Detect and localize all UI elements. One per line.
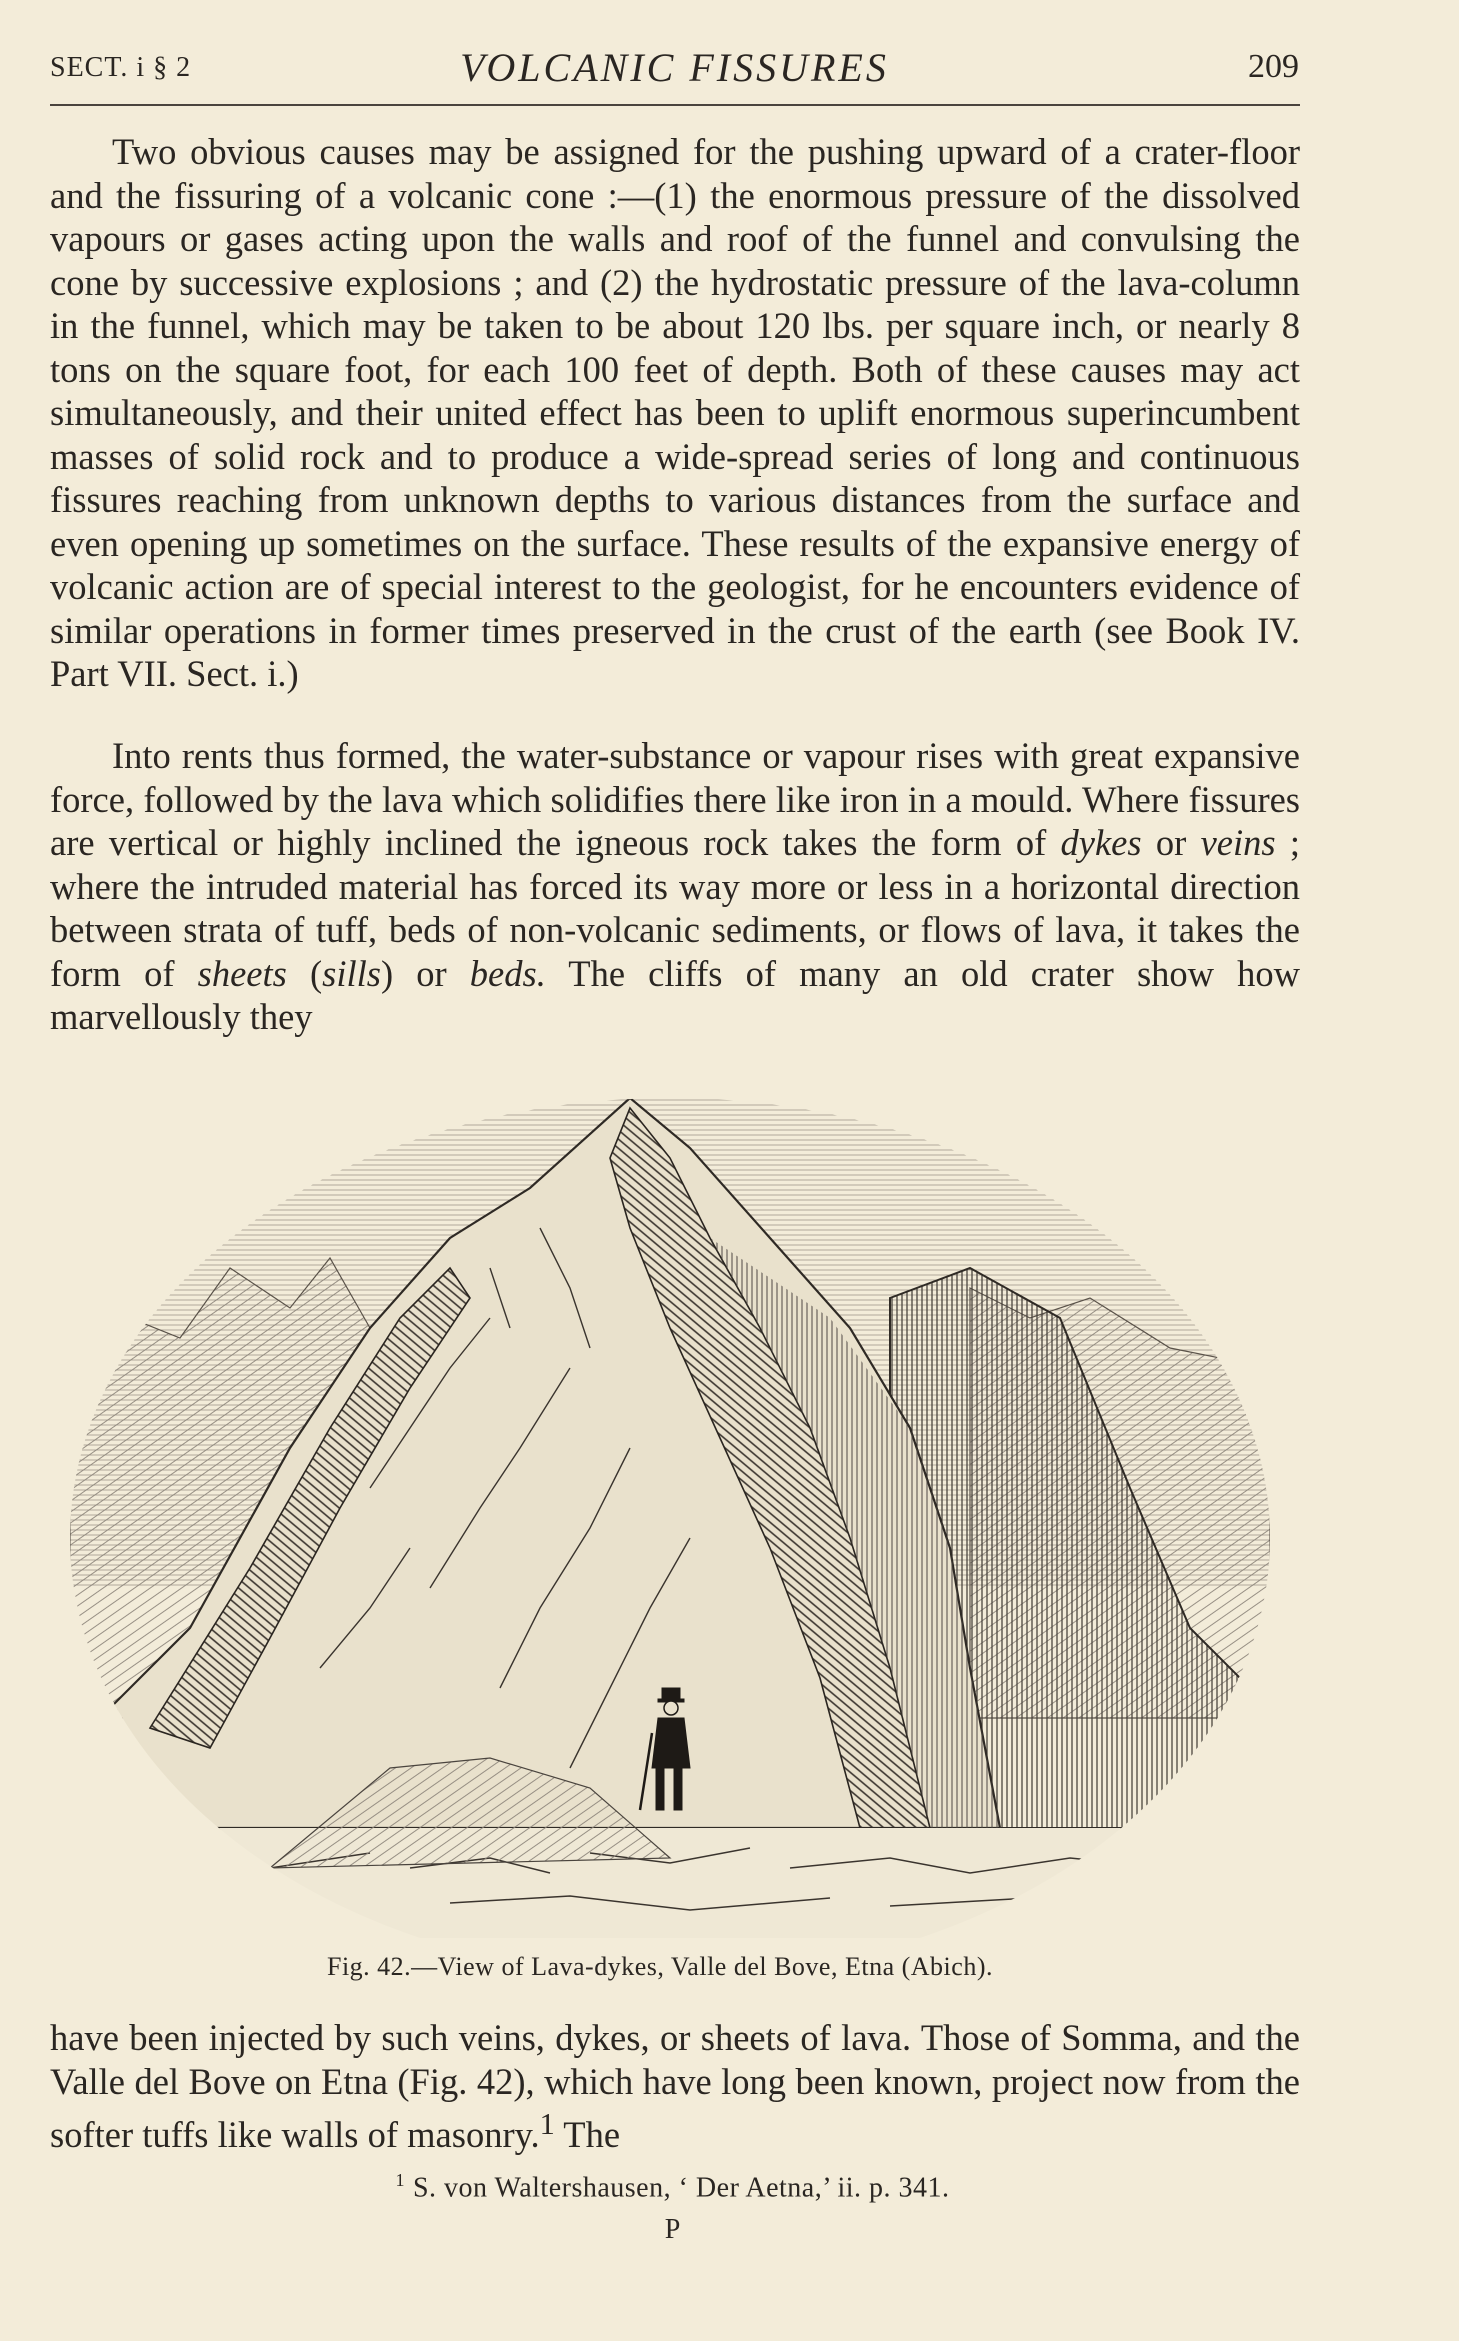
paragraph-3 <box>50 2016 1300 2157</box>
paragraph-2-part-c: ; where the intruded material has forced its way more or less in a horizontal direction between strata of tuff, beds of non-volcanic sediments, or flows of lava, it takes the form of <box>50 822 1300 994</box>
footnote <box>0 2170 1345 2204</box>
paragraph-1: Two obvious causes may be assigned for the pushing upward of a crater-floor and the fissuring of a volcanic cone :—(1) the enormous pressure of the dissolved vapours or gases acting upon the walls and roof of the funnel and convulsing the cone by successive explosions ; and (2) the hydrostatic pressure of the lava-column in the funnel, which may be taken to be about 120 lbs. per square inch, or nearly 8 tons on the square foot, for each 100 feet of depth. Both of these causes may act simultaneously, and their united effect has been to uplift enormous superincumbent masses of solid rock and to produce a wide-spread series of long and continuous fissures reaching from unknown depths to various distances from the surface and even opening up sometimes on the surface. These results of the expansive energy of volcanic action are of special interest to the geologist, for he encounters evidence of similar operations in former times preserved in the crust of the earth (see Book IV. Part VII. Sect. i.) <box>50 131 1300 694</box>
paragraph-2-part-a: Into rents thus formed, the water-substance or vapour rises with great expansive force, followed by the lava which solidifies there like iron in a mould. Where fissures are vertical or highly inclined the igneous rock takes the form of <box>50 735 1300 863</box>
term-veins: veins <box>1200 822 1276 863</box>
running-title: VOLCANIC FISSURES <box>460 45 889 90</box>
paragraph-2-part-b: or <box>1141 822 1201 863</box>
footnote-marker: 1 <box>395 2170 405 2190</box>
header-rule <box>50 104 1300 106</box>
paragraph-2-part-f: The cliffs of many an old crater show how marvellously they <box>50 952 1300 1037</box>
figure-lava-dykes-engraving <box>70 1068 1270 1938</box>
page-number: 209 <box>1248 48 1299 85</box>
footnote-text: S. von Waltershausen, ‘ Der Aetna,’ ii. p. 341. <box>412 2172 950 2204</box>
paragraph-2-part-d: ( <box>286 952 323 994</box>
term-dykes: dykes <box>1060 822 1142 863</box>
paragraph-3-text: have been injected by such veins, dykes, or sheets of lava. Those of Somma, and the Valle del Bove on Etna (Fig. 42), which have long been known, project now from the softer tuffs like walls of masonry. <box>50 2017 1300 2156</box>
section-label: SECT. i § 2 <box>50 52 192 83</box>
running-header <box>50 44 1299 94</box>
term-sills: sills <box>322 952 381 994</box>
engraving-illustration <box>70 1068 1270 1938</box>
paragraph-2 <box>50 734 1300 1039</box>
term-beds: beds. <box>469 952 546 994</box>
paragraph-2-part-e: ) or <box>380 952 470 994</box>
figure-caption: Fig. 42.—View of Lava-dykes, Valle del Bove, Etna (Abich). <box>327 1952 993 1981</box>
signature-mark: P <box>664 2214 681 2245</box>
paragraph-3-end: The <box>554 2114 621 2156</box>
term-sheets: sheets <box>197 952 287 994</box>
footnote-reference: 1 <box>539 2107 555 2141</box>
